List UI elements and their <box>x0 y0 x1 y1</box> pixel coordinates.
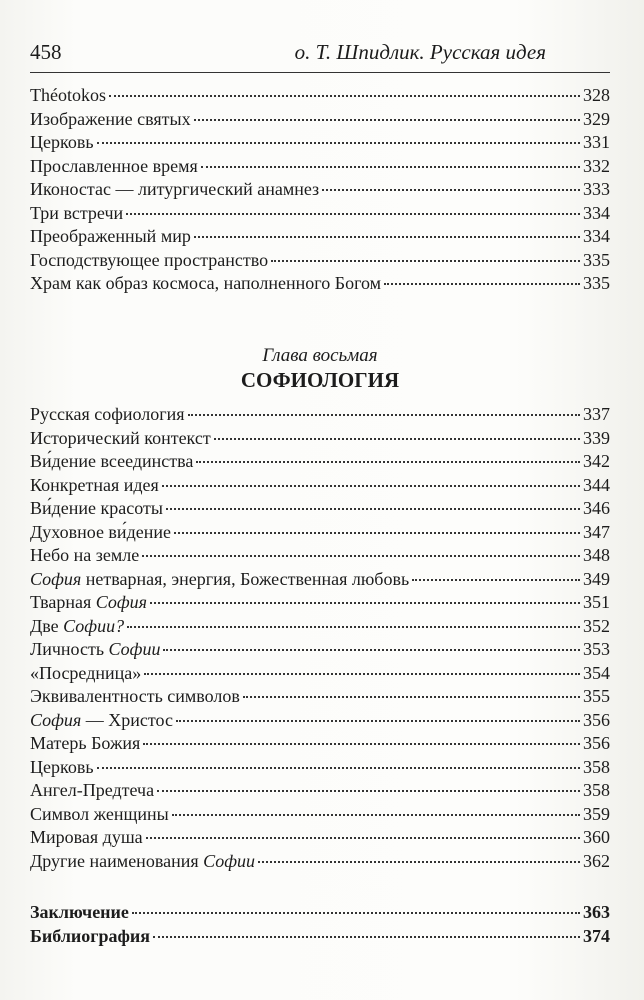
entry-title <box>30 544 139 568</box>
entry-page-number: 358 <box>583 780 610 800</box>
dot-leader <box>194 119 580 121</box>
page-number: 458 <box>30 40 62 64</box>
entry-page-number: 335 <box>583 273 610 293</box>
entry-title-italic: Софии <box>203 850 256 871</box>
dot-leader <box>176 720 580 722</box>
toc-entry <box>30 544 610 568</box>
entry-title-text: Храм как образ космоса, наполненного Богом <box>30 273 382 293</box>
entry-title <box>30 202 123 226</box>
entry-title-text: Небо на земле <box>30 545 140 565</box>
toc-entry <box>30 709 610 733</box>
entry-title <box>30 850 255 874</box>
toc-section-1 <box>30 84 610 296</box>
entry-title-italic: София <box>30 709 82 730</box>
entry-title-text: Личность <box>30 639 109 659</box>
entry-title <box>30 249 268 273</box>
entry-title-italic: Софии <box>108 639 161 659</box>
entry-title <box>30 732 140 756</box>
dot-leader <box>157 790 580 792</box>
entry-title <box>30 272 381 296</box>
toc-back-matter <box>30 901 610 948</box>
entry-page-number: 334 <box>583 202 610 223</box>
entry-title-text: Théotokos <box>30 85 106 105</box>
entry-title <box>30 497 163 521</box>
toc-entry <box>30 662 610 686</box>
entry-title-text: «Посредница» <box>30 662 142 683</box>
dot-leader <box>201 166 580 168</box>
dot-leader <box>97 767 580 769</box>
entry-title <box>30 427 211 451</box>
entry-page-number: 349 <box>583 568 610 589</box>
dot-leader <box>196 461 580 463</box>
toc-entry <box>30 178 610 202</box>
toc-entry <box>30 225 610 249</box>
toc-entry <box>30 497 610 521</box>
entry-title <box>30 450 193 474</box>
entry-title-text: Духовное ви́дение <box>30 521 171 542</box>
entry-title <box>30 779 154 803</box>
entry-title-text: Ви́дение красоты <box>30 498 163 518</box>
entry-title <box>30 826 143 850</box>
entry-page-number: 329 <box>583 108 610 129</box>
entry-title <box>30 84 106 108</box>
entry-title-text: нетварная, энергия, Божественная любовь <box>81 568 410 589</box>
toc-entry <box>30 638 610 662</box>
entry-page-number: 355 <box>583 686 610 706</box>
entry-title <box>30 474 159 498</box>
entry-title-text: Тварная <box>30 592 96 612</box>
entry-page-number: 346 <box>583 498 610 518</box>
toc-entry <box>30 591 610 615</box>
toc-entry <box>30 450 610 474</box>
entry-page-number: 362 <box>583 850 610 871</box>
entry-page-number: 356 <box>583 709 610 730</box>
dot-leader <box>258 861 580 863</box>
toc-entry <box>30 202 610 226</box>
toc-entry <box>30 249 610 273</box>
entry-page-number: 347 <box>583 521 610 542</box>
dot-leader <box>150 602 580 604</box>
toc-list-1 <box>30 84 610 296</box>
toc-entry <box>30 756 610 780</box>
entry-title-text: Другие наименования <box>30 850 204 871</box>
entry-page-number: 351 <box>583 592 610 612</box>
entry-title <box>30 521 171 545</box>
toc-entry <box>30 732 610 756</box>
entry-page-number: 363 <box>583 902 610 922</box>
dot-leader <box>174 532 580 534</box>
dot-leader <box>188 414 580 416</box>
page-header <box>30 40 610 70</box>
entry-page-number: 359 <box>583 803 610 824</box>
dot-leader <box>214 438 580 440</box>
entry-title <box>30 638 160 662</box>
entry-title-text: Церковь <box>30 756 94 777</box>
entry-title-text: — Христос <box>81 709 173 730</box>
entry-title-text: Три встречи <box>30 202 124 223</box>
dot-leader <box>322 189 580 191</box>
entry-title <box>30 155 198 179</box>
chapter-label: Глава восьмая <box>262 345 378 366</box>
dot-leader <box>142 555 580 557</box>
entry-title <box>30 403 185 427</box>
entry-title <box>30 685 240 709</box>
dot-leader <box>126 213 580 215</box>
entry-title <box>30 225 191 249</box>
entry-title-text: Господствующее пространство <box>30 249 269 270</box>
entry-title <box>30 568 409 592</box>
entry-page-number: 358 <box>583 756 610 777</box>
dot-leader <box>143 743 580 745</box>
entry-title <box>30 108 191 132</box>
entry-page-number: 337 <box>583 404 610 424</box>
entry-title <box>30 131 94 155</box>
entry-title-text: Мировая душа <box>30 827 143 847</box>
entry-title <box>30 925 150 949</box>
dot-leader <box>194 236 580 238</box>
entry-title-text: Конкретная идея <box>30 474 159 495</box>
entry-title-italic: София <box>95 592 148 612</box>
toc-list-back <box>30 901 610 948</box>
toc-section-2 <box>30 403 610 873</box>
entry-title <box>30 901 129 925</box>
entry-title <box>30 709 173 733</box>
entry-page-number: 344 <box>583 474 610 495</box>
toc-entry <box>30 925 610 949</box>
dot-leader <box>146 837 580 839</box>
dot-leader <box>172 814 580 816</box>
entry-page-number: 342 <box>583 451 610 471</box>
entry-title <box>30 615 124 639</box>
dot-leader <box>384 283 580 285</box>
toc-entry <box>30 108 610 132</box>
toc-entry <box>30 521 610 545</box>
toc-entry <box>30 272 610 296</box>
toc-entry <box>30 901 610 925</box>
entry-title-text: Ви́дение всеединства <box>30 451 194 471</box>
entry-title-text: Символ женщины <box>30 803 169 824</box>
header-rule <box>30 72 610 73</box>
toc-entry <box>30 403 610 427</box>
entry-page-number: 353 <box>583 639 610 659</box>
entry-title <box>30 662 141 686</box>
chapter-title: СОФИОЛОГИЯ <box>240 368 400 392</box>
toc-entry <box>30 803 610 827</box>
toc-entry <box>30 427 610 451</box>
dot-leader <box>132 912 580 914</box>
dot-leader <box>109 95 580 97</box>
dot-leader <box>144 673 580 675</box>
dot-leader <box>166 508 580 510</box>
toc-entry <box>30 685 610 709</box>
entry-title-text: Матерь Божия <box>30 733 141 753</box>
entry-title-text: Заключение <box>30 902 129 922</box>
entry-title-text: Иконостас — литургический анамнез <box>30 179 320 199</box>
dot-leader <box>243 696 580 698</box>
entry-title-text: Преображенный мир <box>30 226 191 246</box>
toc-entry <box>30 826 610 850</box>
toc-entry <box>30 850 610 874</box>
entry-title-text: Эквивалентность символов <box>30 686 240 706</box>
toc-entry <box>30 779 610 803</box>
dot-leader <box>97 142 580 144</box>
toc-entry <box>30 568 610 592</box>
entry-title <box>30 178 319 202</box>
entry-page-number: 331 <box>583 132 610 152</box>
entry-page-number: 374 <box>583 925 610 946</box>
entry-title-text: Ангел-Предтеча <box>30 780 155 800</box>
dot-leader <box>412 579 580 581</box>
entry-title-italic: София <box>30 568 82 589</box>
toc-entry <box>30 131 610 155</box>
entry-title-text: Русская софиология <box>30 404 185 424</box>
entry-title <box>30 756 94 780</box>
dot-leader <box>271 260 580 262</box>
entry-page-number: 335 <box>583 249 610 270</box>
toc-entry <box>30 155 610 179</box>
dot-leader <box>163 649 580 651</box>
entry-title-italic: Софии? <box>63 615 125 636</box>
entry-title <box>30 803 169 827</box>
entry-page-number: 356 <box>583 733 610 753</box>
toc-entry <box>30 474 610 498</box>
entry-title-text: Церковь <box>30 132 94 152</box>
dot-leader <box>127 626 580 628</box>
toc-entry <box>30 615 610 639</box>
dot-leader <box>153 936 580 938</box>
dot-leader <box>162 485 580 487</box>
entry-title-text: Прославленное время <box>30 155 198 176</box>
entry-page-number: 348 <box>583 545 610 565</box>
entry-title-text: Изображение святых <box>30 108 191 129</box>
entry-page-number: 332 <box>583 155 610 176</box>
running-title: о. Т. Шпидлик. Русская идея <box>294 40 546 64</box>
entry-page-number: 334 <box>583 226 610 246</box>
entry-title <box>30 591 147 615</box>
entry-page-number: 352 <box>583 615 610 636</box>
entry-page-number: 328 <box>583 85 610 105</box>
entry-title-text: Библиография <box>30 925 151 946</box>
entry-title-text: Исторический контекст <box>30 427 211 448</box>
toc-entry <box>30 84 610 108</box>
toc-list-2 <box>30 403 610 873</box>
entry-title-text: Две <box>30 615 64 636</box>
entry-page-number: 360 <box>583 827 610 847</box>
entry-page-number: 333 <box>583 179 610 199</box>
entry-page-number: 354 <box>583 662 610 683</box>
entry-page-number: 339 <box>583 427 610 448</box>
